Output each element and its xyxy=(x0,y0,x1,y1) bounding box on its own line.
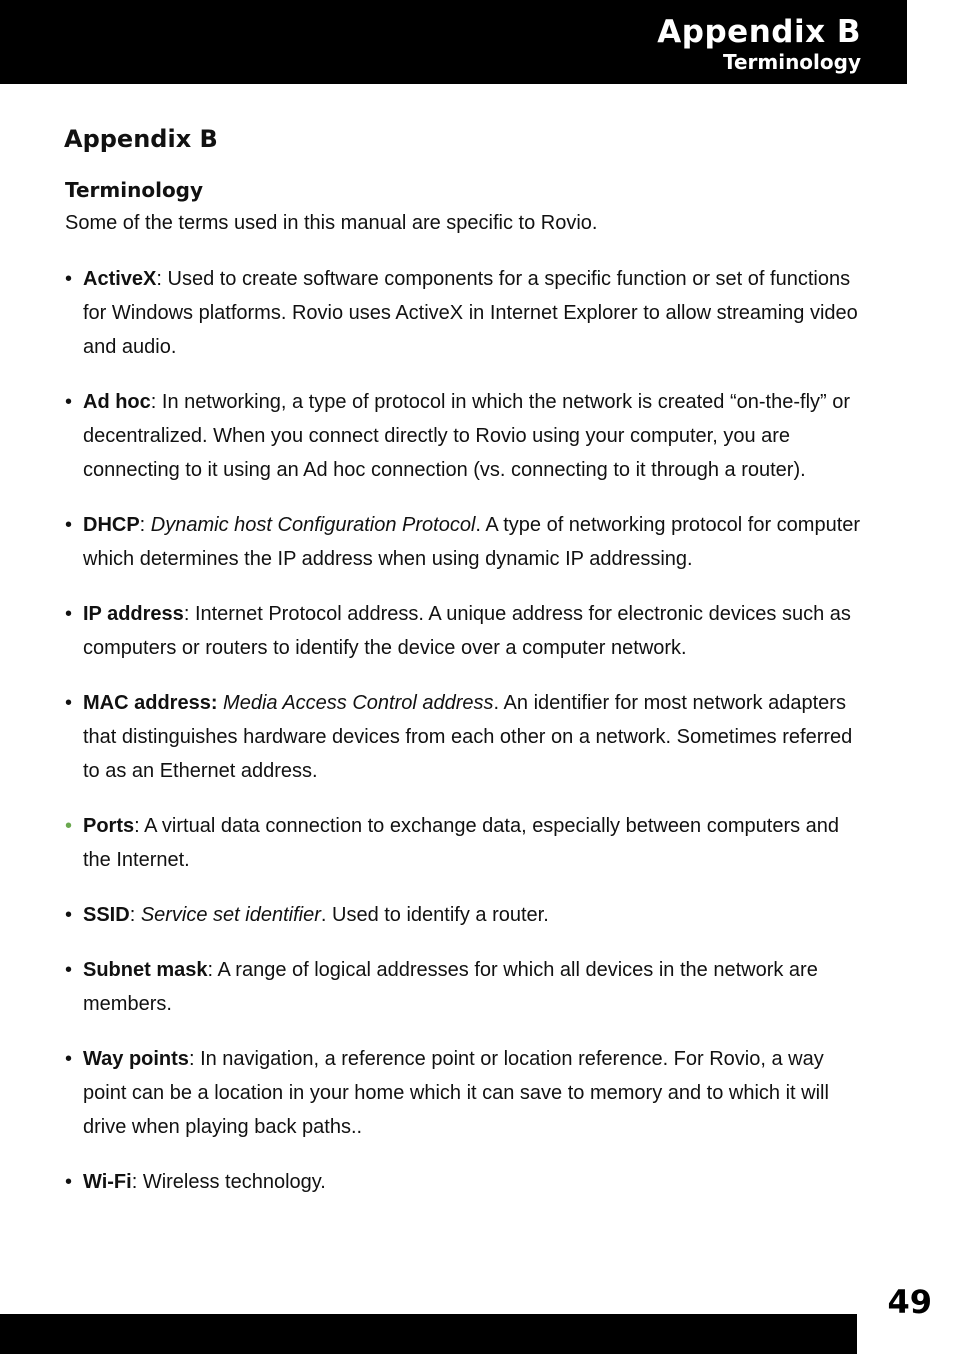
list-item xyxy=(65,508,865,576)
list-item xyxy=(65,597,865,665)
term-separator: : xyxy=(129,904,141,926)
term-name: Ad hoc xyxy=(83,391,151,413)
list-item xyxy=(65,385,865,487)
page-title: Appendix B xyxy=(64,125,218,153)
list-item xyxy=(65,686,865,788)
bullet-icon: • xyxy=(65,904,73,926)
document-body xyxy=(65,174,865,1220)
term-expansion: Media Access Control address xyxy=(223,692,494,714)
list-item xyxy=(65,1042,865,1144)
bullet-icon: • xyxy=(65,391,73,413)
bullet-icon: • xyxy=(65,268,73,290)
section-heading: Terminology xyxy=(65,178,204,202)
list-item xyxy=(65,1165,865,1199)
term-definition: In networking, a type of protocol in which the network is created “on-the-fly” or decentralized. When you connect directly to Rovio using your computer, you are connecting to it using an Ad hoc connection (vs. connecting to it through a router). xyxy=(83,391,851,481)
term-expansion: Service set identifier xyxy=(140,904,321,926)
term-name: Wi-Fi xyxy=(83,1171,132,1193)
list-item xyxy=(65,898,865,932)
list-item xyxy=(65,262,865,364)
terminology-list xyxy=(65,262,865,1199)
header-section-title: Terminology xyxy=(722,50,861,74)
bullet-icon: • xyxy=(65,1048,73,1070)
term-definition: Used to create software components for a specific function or set of functions for Windows platforms. Rovio uses ActiveX in Internet Explorer to allow streaming video and audio. xyxy=(83,268,858,358)
bullet-icon: • xyxy=(65,1171,73,1193)
term-name: Way points xyxy=(83,1048,189,1070)
list-item xyxy=(65,953,865,1021)
bullet-icon: • xyxy=(65,514,73,536)
term-name: IP address xyxy=(83,603,184,625)
term-name: Subnet mask xyxy=(83,959,208,981)
intro-paragraph: Some of the terms used in this manual are specific to Rovio. xyxy=(65,212,598,234)
header-bar xyxy=(0,0,907,84)
term-name: SSID xyxy=(83,904,130,926)
term-separator: : xyxy=(207,959,218,981)
term-separator: : xyxy=(156,268,168,290)
term-separator: : xyxy=(139,514,151,536)
term-definition: . Used to identify a router. xyxy=(320,904,549,926)
list-item xyxy=(65,809,865,877)
bullet-icon: • xyxy=(65,815,73,837)
term-separator: : xyxy=(183,603,195,625)
bullet-icon: • xyxy=(65,603,73,625)
term-definition: . A type of networking protocol for computer which determines the IP address when using dynamic IP addressing. xyxy=(83,514,861,570)
footer-bar xyxy=(0,1314,857,1354)
term-definition: A range of logical addresses for which all devices in the network are members. xyxy=(83,959,818,1015)
term-definition: In navigation, a reference point or location reference. For Rovio, a way point can be a location in your home which it can save to memory and to which it will drive when playing back paths.. xyxy=(83,1048,829,1138)
term-definition: Wireless technology. xyxy=(142,1171,326,1193)
bullet-icon: • xyxy=(65,692,73,714)
term-name: ActiveX xyxy=(83,268,157,290)
term-definition: A virtual data connection to exchange data, especially between computers and the Internet. xyxy=(83,815,840,871)
term-name: DHCP xyxy=(83,514,140,536)
term-separator: : xyxy=(188,1048,201,1070)
term-definition: . An identifier for most network adapters that distinguishes hardware devices from each other on a network. Sometimes referred to as an Ethernet address. xyxy=(83,692,853,782)
term-name: Ports xyxy=(83,815,135,837)
page-number: 49 xyxy=(887,1283,932,1321)
term-separator: : xyxy=(134,815,145,837)
term-definition: Internet Protocol address. A unique address for electronic devices such as computers or routers to identify the device over a computer network. xyxy=(83,603,851,659)
term-separator: : xyxy=(150,391,162,413)
bullet-icon: • xyxy=(65,959,73,981)
term-name: MAC address: xyxy=(83,692,218,714)
term-expansion: Dynamic host Configuration Protocol xyxy=(150,514,476,536)
header-chapter-title: Appendix B xyxy=(657,14,861,50)
term-separator: : xyxy=(131,1171,143,1193)
